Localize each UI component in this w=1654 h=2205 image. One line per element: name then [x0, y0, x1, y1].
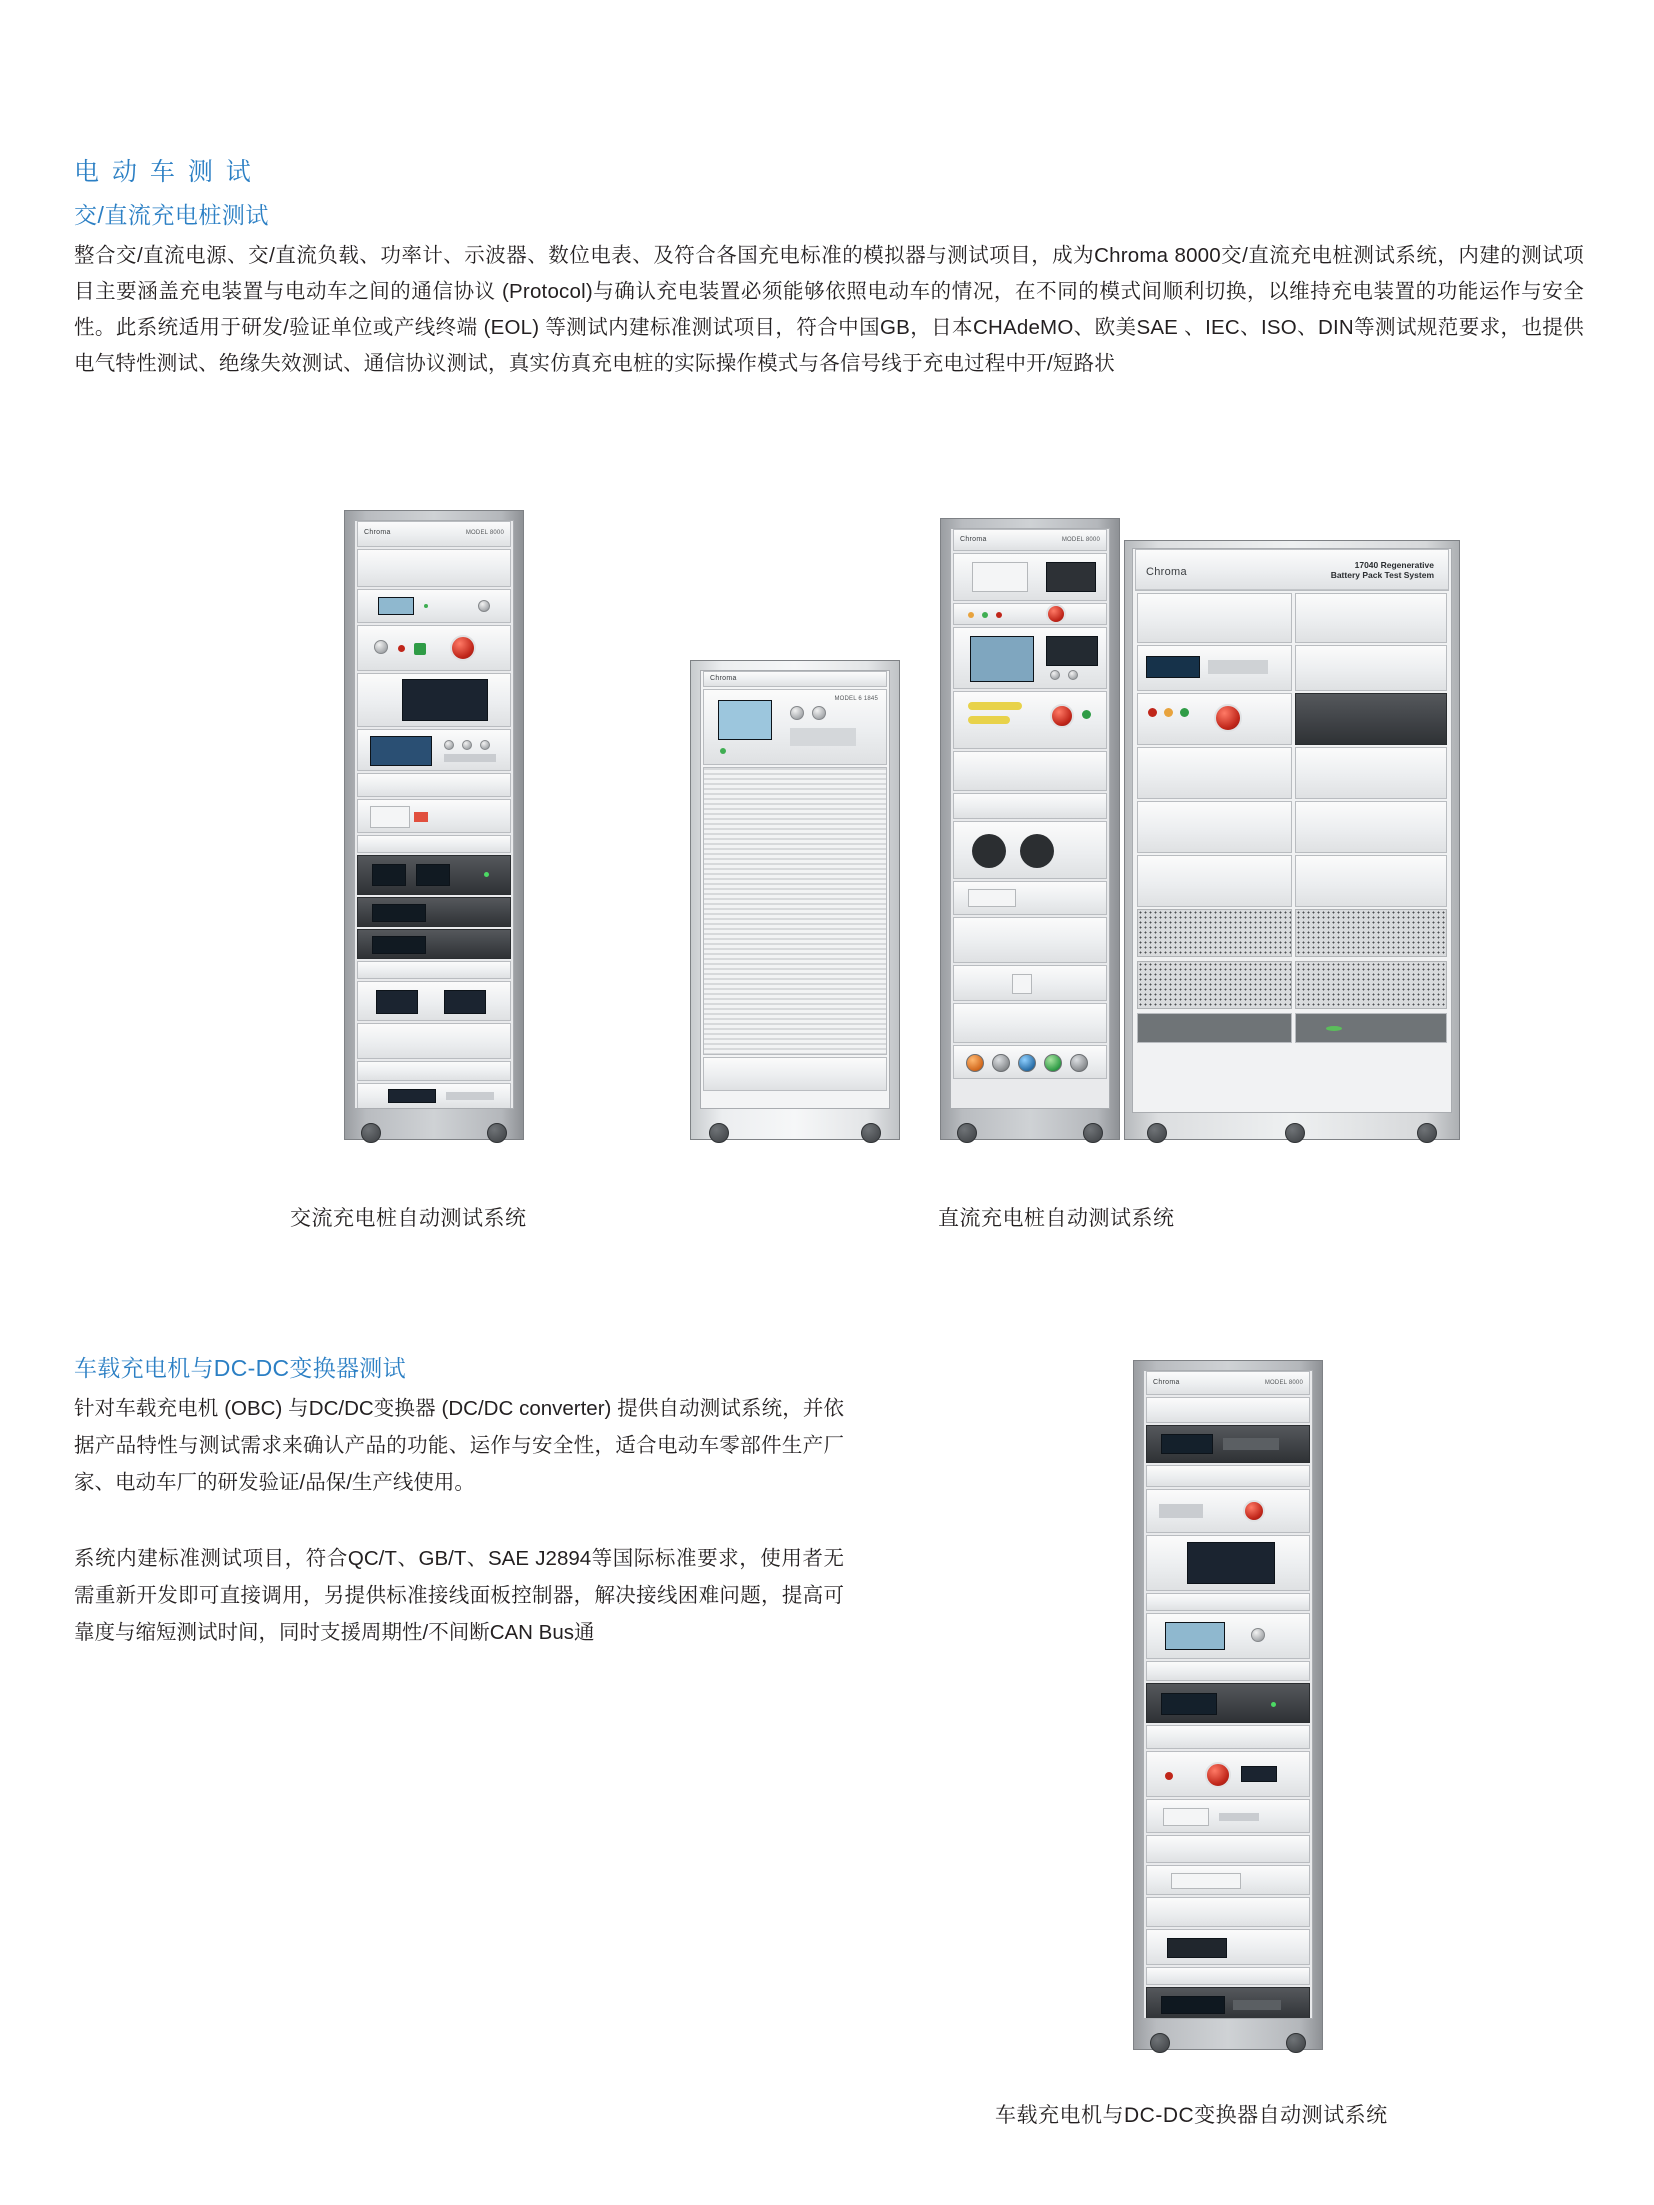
brand-logo-obc: Chroma [1153, 1379, 1180, 1386]
caster-battery-left [1147, 1123, 1167, 1143]
paragraph-obc-1: 针对车载充电机 (OBC) 与DC/DC变换器 (DC/DC converter) 提供自动测试系统，并依据产品特性与测试需求来确认产品的功能、运作与安全性，适合电动车零部件生产厂家、电动车厂的研发验证/品保/生产线使用。 [74, 1397, 844, 1494]
caster-battery-mid [1285, 1123, 1305, 1143]
panel-battery-estop [1137, 693, 1292, 745]
caption-obc-system: 车载充电机与DC-DC变换器自动测试系统 [995, 2104, 1388, 2127]
panel-obc-blank4 [1146, 1661, 1310, 1681]
dc-connector-1[interactable] [966, 1054, 984, 1072]
obc-module-display [1171, 1873, 1241, 1889]
dc-scope-knob[interactable] [1050, 670, 1060, 680]
panel-dc-blank2 [953, 793, 1107, 819]
panel-battery-header [1135, 549, 1449, 591]
panel-obc-blank7 [1146, 1897, 1310, 1927]
dc-indicator-green [1082, 710, 1091, 719]
panel-ac-power-module2 [357, 897, 511, 927]
panel-psu-front [703, 689, 887, 765]
psu-knob2[interactable] [812, 706, 826, 720]
panel-dc-instrument1 [953, 553, 1107, 601]
panel-battery-left-bottom [1137, 1013, 1292, 1043]
analyzer-display-ac-2 [444, 990, 486, 1014]
obc-terminal-pins [1219, 1813, 1259, 1821]
panel-obc-monitor [1146, 1535, 1310, 1591]
rack-cabinet-obc [1133, 1360, 1323, 2050]
dc-scope-screen [1046, 636, 1098, 666]
panel-battery-left-1 [1137, 593, 1292, 643]
rack-inner-battery [1132, 548, 1452, 1113]
caption-ac-system: 交流充电桩自动测试系统 [290, 1207, 527, 1230]
model-tag-ac: MODEL 8000 [465, 530, 504, 536]
rack-inner-ac [354, 520, 514, 1109]
rack-cabinet-ac [344, 510, 524, 1140]
obc-power1-keys[interactable] [1223, 1438, 1279, 1450]
psu-power-led [720, 748, 726, 754]
module-led-ac-1 [484, 872, 489, 877]
panel-obc-control [1146, 1489, 1310, 1533]
panel-ac-power-module3 [357, 929, 511, 959]
oscilloscope-knob1-ac[interactable] [444, 740, 454, 750]
panel-dc-blank4 [953, 1003, 1107, 1043]
battery-led-yellow [1164, 708, 1173, 717]
module2-display-ac [372, 904, 426, 922]
caster-battery-right [1417, 1123, 1437, 1143]
obc-monitor-screen [1187, 1542, 1275, 1584]
panel-battery-right-5 [1295, 855, 1447, 907]
oscilloscope-knob2-ac[interactable] [462, 740, 472, 750]
dc-yellow-cable2 [968, 716, 1010, 724]
panel-dc-blank1 [953, 751, 1107, 791]
panel-battery-left-3 [1137, 801, 1292, 853]
panel-obc-blank6 [1146, 1835, 1310, 1863]
indicator-red-ac [398, 645, 405, 652]
brand-logo-dc: Chroma [960, 536, 987, 543]
battery-system-title-line1: 17040 Regenerative [1354, 560, 1434, 570]
caster-obc-right [1286, 2033, 1306, 2053]
dc-led-2 [982, 612, 988, 618]
model-tag-dc: MODEL 8000 [1061, 537, 1100, 543]
psu-knob1[interactable] [790, 706, 804, 720]
dc-led-1 [968, 612, 974, 618]
rack-cabinet-psu [690, 660, 900, 1140]
obc-bottom-keys[interactable] [1233, 2000, 1281, 2010]
caster-obc-left [1150, 2033, 1170, 2053]
analyzer-display-ac-1 [376, 990, 418, 1014]
panel-obc-module [1146, 1865, 1310, 1895]
obc-bottom-display [1161, 1996, 1225, 2014]
panel-ac-blank5 [357, 1023, 511, 1059]
rack-inner-obc [1143, 1370, 1313, 2019]
obc-power1-display [1161, 1434, 1213, 1454]
panel-battery-right-4 [1295, 801, 1447, 853]
model-tag-obc: MODEL 8000 [1264, 1380, 1303, 1386]
panel-battery-black [1295, 693, 1447, 745]
terminal-rail-ac [414, 812, 428, 822]
psu-keypad[interactable] [790, 728, 856, 746]
panel-dc-indicators [953, 603, 1107, 625]
caster-psu-right [861, 1123, 881, 1143]
dc-scope-knob2[interactable] [1068, 670, 1078, 680]
panel-obc-blank8 [1146, 1967, 1310, 1985]
panel-ac-blank3 [357, 835, 511, 853]
panel-dc-small [953, 965, 1107, 1001]
obc-terminal-block [1163, 1808, 1209, 1826]
section-title: 电 动 车 测 试 [74, 158, 254, 186]
obc-instrument-display [1165, 1622, 1225, 1650]
paragraph-obc-2: 系统内建标准测试项目，符合QC/T、GB/T、SAE J2894等国际标准要求，使用者无需重新开发即可直接调用，另提供标准接线面板控制器，解决接线困难问题，提高可靠度与缩短测试时间，同时支援周期性/不间断CAN Bus通 [74, 1547, 844, 1644]
panel-obc-blank3 [1146, 1593, 1310, 1611]
psu-display [718, 700, 772, 740]
dc-connector-5[interactable] [1070, 1054, 1088, 1072]
power-switch-ac[interactable] [374, 640, 388, 654]
panel-obc-instrument [1146, 1613, 1310, 1659]
panel-dc-touch [953, 627, 1107, 689]
panel-psu-bottom [703, 1057, 887, 1091]
oscilloscope-buttons-ac[interactable] [444, 754, 496, 762]
panel-dc-top [953, 529, 1107, 551]
obc-estop-display [1241, 1766, 1277, 1782]
rack-cabinet-dc [940, 518, 1120, 1140]
module-display-ac-2 [416, 864, 450, 886]
panel-dc-module [953, 881, 1107, 915]
panel-dc-coils [953, 821, 1107, 879]
panel-ac-blank6 [357, 1061, 511, 1081]
module-display-ac-1 [372, 864, 406, 886]
panel-battery-right-3 [1295, 747, 1447, 799]
display-ac-instrument1 [378, 597, 414, 615]
dc-led-3 [996, 612, 1002, 618]
dc-module-display [968, 889, 1016, 907]
panel-obc-top [1146, 1371, 1310, 1395]
obc-meter-display [1167, 1938, 1227, 1958]
monitor-screen-ac [402, 679, 488, 721]
figure-obc-dcdc-system [1133, 1360, 1323, 2060]
panel-obc-blank2 [1146, 1465, 1310, 1487]
panel-ac-control [357, 625, 511, 671]
panel-obc-blank5 [1146, 1725, 1310, 1749]
panel-battery-right-bottom [1295, 1013, 1447, 1043]
battery-led-green [1180, 708, 1189, 717]
panel-ac-blank1 [357, 549, 511, 587]
dc-instrument1-display [972, 562, 1028, 592]
figure-power-supply-cabinet [690, 660, 900, 1150]
dc-connector-2[interactable] [992, 1054, 1010, 1072]
obc-estop-led [1165, 1772, 1173, 1780]
model-tag-psu: MODEL 6 1845 [834, 696, 878, 702]
dc-cable-coil-2 [1020, 834, 1054, 868]
panel-battery-controller [1137, 645, 1292, 691]
brand-logo-psu: Chroma [710, 675, 737, 682]
figure-battery-pack-test-system [1124, 540, 1460, 1150]
panel-ac-oscilloscope [357, 729, 511, 771]
sub-title-obc: 车载充电机与DC-DC变换器测试 [74, 1355, 406, 1381]
panel-ac-instrument1 [357, 589, 511, 623]
figure-dc-charging-pile-system [940, 518, 1120, 1150]
battery-vent-grid-left-2 [1137, 961, 1292, 1009]
panel-obc-meter [1146, 1929, 1310, 1965]
rack-inner-dc [950, 528, 1110, 1109]
caster-ac-right [487, 1123, 507, 1143]
panel-ac-analyzer1 [357, 981, 511, 1021]
brand-logo-ac: Chroma [364, 529, 391, 536]
dc-connector-3[interactable] [1018, 1054, 1036, 1072]
module3-display-ac [372, 936, 426, 954]
sub-title-charging-pile: 交/直流充电桩测试 [74, 202, 269, 228]
battery-vent-grid-right-2 [1295, 961, 1447, 1009]
oscilloscope-screen-ac [370, 736, 432, 766]
panel-ac-terminal [357, 799, 511, 833]
knob-ac-instrument1 [478, 600, 490, 612]
rack-inner-psu [700, 670, 890, 1109]
panel-dc-cable-area [953, 691, 1107, 749]
panel-dc-blank3 [953, 917, 1107, 963]
battery-system-title-line2: Battery Pack Test System [1330, 570, 1434, 580]
battery-led-red [1148, 708, 1157, 717]
obc-power2-led [1271, 1702, 1276, 1707]
dc-connector-4[interactable] [1044, 1054, 1062, 1072]
dc-touch-screen[interactable] [970, 636, 1034, 682]
panel-ac-blank4 [357, 961, 511, 979]
panel-obc-blank1 [1146, 1397, 1310, 1423]
panel-obc-bottom [1146, 1987, 1310, 2019]
panel-obc-power1 [1146, 1425, 1310, 1463]
caption-dc-system: 直流充电桩自动测试系统 [938, 1207, 1175, 1230]
caster-psu-left [709, 1123, 729, 1143]
battery-vent-grid-left-1 [1137, 909, 1292, 957]
led-ac-instrument1 [424, 604, 428, 608]
panel-battery-left-4 [1137, 855, 1292, 907]
panel-psu-vent [703, 767, 887, 1055]
panel-battery-right-2 [1295, 645, 1447, 691]
figure-ac-charging-pile-system [344, 510, 524, 1150]
battery-controller-display [1146, 656, 1200, 678]
battery-bottom-led [1326, 1026, 1342, 1031]
battery-controller-keys[interactable] [1208, 660, 1268, 674]
emergency-stop-button-obc[interactable] [1205, 1762, 1231, 1788]
caster-dc-right [1083, 1123, 1103, 1143]
rack-cabinet-battery [1124, 540, 1460, 1140]
panel-ac-top [357, 521, 511, 547]
dc-yellow-cable [968, 702, 1022, 710]
brand-logo-battery: Chroma [1146, 566, 1187, 578]
bottom-buttons-ac[interactable] [446, 1092, 494, 1100]
emergency-stop-button-obc-top[interactable] [1243, 1500, 1265, 1522]
dc-cable-coil-1 [972, 834, 1006, 868]
emergency-stop-button-ac[interactable] [450, 635, 476, 661]
panel-obc-terminal [1146, 1799, 1310, 1833]
panel-obc-estop-panel [1146, 1751, 1310, 1797]
panel-battery-left-2 [1137, 747, 1292, 799]
terminal-block-ac [370, 806, 410, 828]
panel-ac-blank2 [357, 773, 511, 797]
bottom-display-ac [388, 1089, 436, 1103]
battery-vent-grid-right-1 [1295, 909, 1447, 957]
panel-battery-right-1 [1295, 593, 1447, 643]
obc-control-keys[interactable] [1159, 1504, 1203, 1518]
emergency-stop-button-battery[interactable] [1214, 704, 1242, 732]
panel-ac-power-module1 [357, 855, 511, 895]
indicator-green-ac [414, 643, 426, 655]
panel-psu-top [703, 671, 887, 687]
emergency-stop-button-dc[interactable] [1050, 704, 1074, 728]
dc-small-square [1012, 974, 1032, 994]
dc-instrument1-dark [1046, 562, 1096, 592]
panel-ac-monitor [357, 673, 511, 727]
emergency-stop-button-dc-top[interactable] [1046, 604, 1066, 624]
obc-power2-display [1161, 1693, 1217, 1715]
caster-dc-left [957, 1123, 977, 1143]
caster-ac-left [361, 1123, 381, 1143]
panel-dc-connectors [953, 1045, 1107, 1079]
paragraph-charging-pile: 整合交/直流电源、交/直流负载、功率计、示波器、数位电表、及符合各国充电标准的模拟器与测试项目，成为Chroma 8000交/直流充电桩测试系统，内建的测试项目主要涵盖充电装置与电动车之间的通信协议 (Protocol)与确认充电装置必须能够依照电动车的情况，在不同的模式间顺利切换，以维持充电装置的功能运作与安全性。此系统适用于研发/验证单位或产线终端 (EOL) 等测试内建标准测试项目，符合中国GB，日本CHAdeMO、欧美SAE 、IEC、ISO、DIN等测试规范要求，也提供电气特性测试、绝缘失效测试、通信协议测试，真实仿真充电桩的实际操作模式与各信号线于充电过程中开/短路状 [74, 244, 1584, 375]
panel-obc-power2 [1146, 1683, 1310, 1723]
oscilloscope-knob3-ac[interactable] [480, 740, 490, 750]
panel-ac-bottom-instrument [357, 1083, 511, 1109]
obc-instrument-knob[interactable] [1251, 1628, 1265, 1642]
